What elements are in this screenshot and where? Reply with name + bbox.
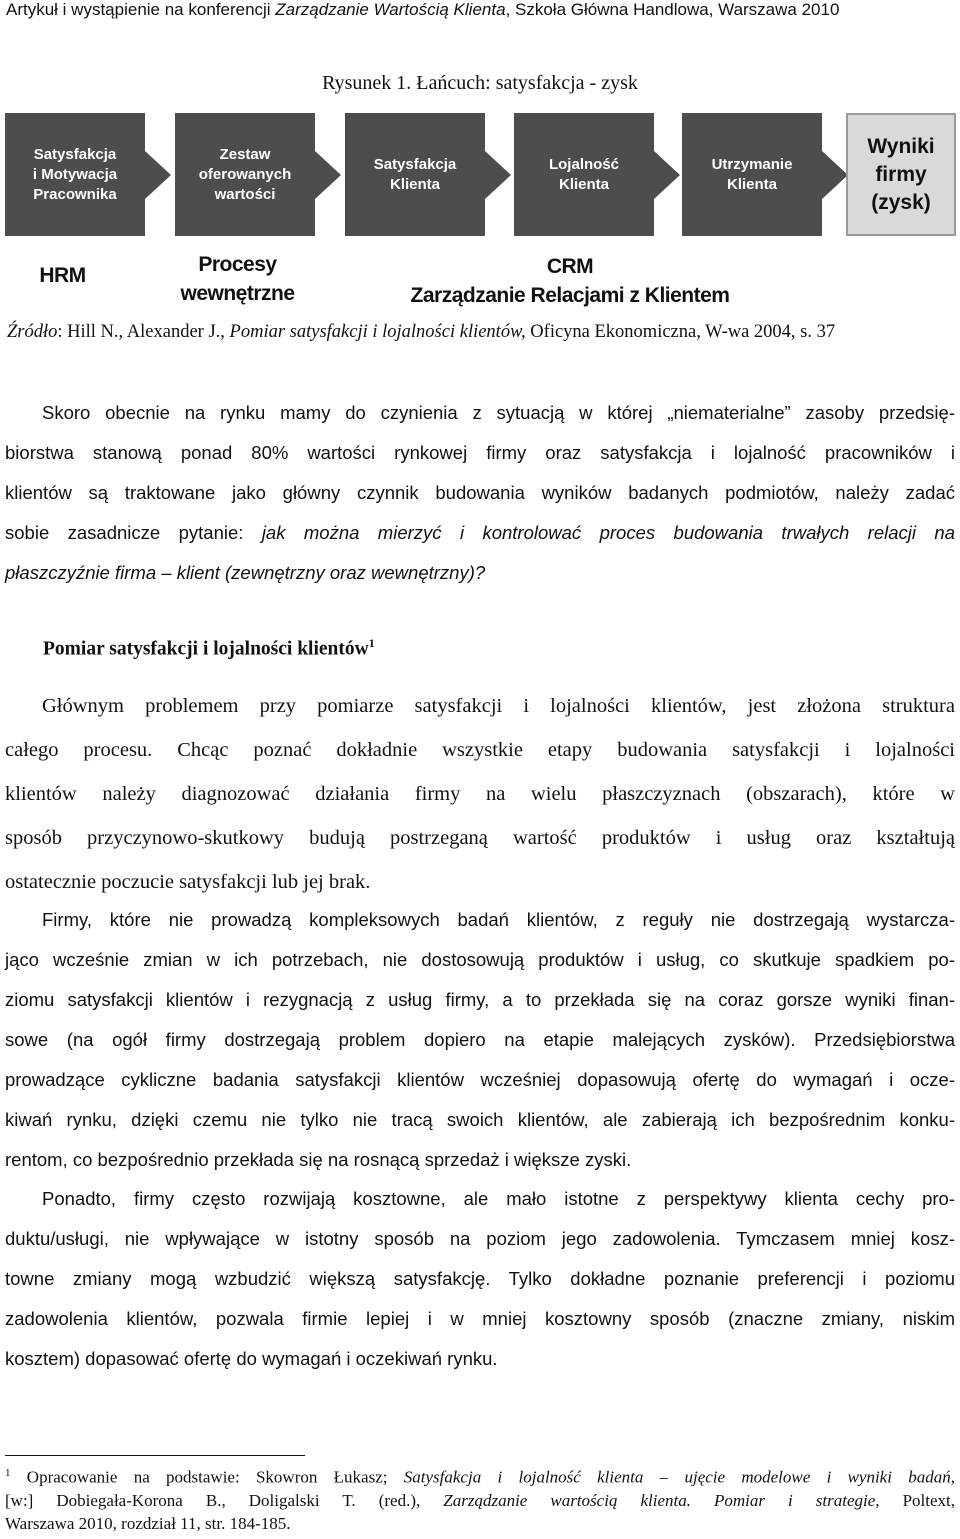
- footnote: [5, 1462, 955, 1535]
- heading-text: Pomiar satysfakcji i lojalności klientów: [43, 638, 369, 660]
- footnote-text: ,: [950, 1467, 955, 1487]
- box-line: i Motywacja: [32, 165, 118, 183]
- text-line: klientów są traktowane jako główny czynnik budowania wyników badanych podmiotów, należy zadać: [5, 482, 955, 503]
- footnote-line: [5, 1462, 955, 1489]
- footnote-title: Satysfakcja i lojalność klienta – ujęcie modelowe i wyniki badań: [403, 1467, 951, 1487]
- footnote-text: [w:] Dobiegała-Korona B., Doligalski T. (red.),: [5, 1490, 444, 1510]
- footnote-text: Opracowanie na podstawie: Skowron Łukasz;: [10, 1467, 404, 1487]
- box-employee-satisfaction: [5, 113, 145, 236]
- text-line: ziomu satysfakcji klientów i rezygnacją z usług firmy, a to przekłada się na coraz gorsze wyniki finan-: [5, 989, 955, 1010]
- box-customer-retention: [682, 113, 822, 236]
- header-conference-title: Zarządzanie Wartością Klienta: [275, 0, 506, 19]
- text-line: [5, 513, 955, 553]
- group-label-processes: [160, 250, 315, 308]
- text-line: prowadzące cykliczne badania satysfakcji klientów wcześniej dopasowują ofertę do wymagań i ocze-: [5, 1069, 955, 1090]
- box-line: Lojalność: [548, 155, 619, 173]
- question-text: płaszczyźnie firma – klient (zewnętrzny oraz wewnętrzny)?: [5, 562, 486, 583]
- box-line: oferowanych: [198, 165, 292, 183]
- figure-caption: Rysunek 1. Łańcuch: satysfakcja - zysk: [322, 72, 638, 94]
- text-line: kiwań rynku, dzięki czemu nie tylko nie tracą swoich klientów, ale zabierają ich bezpośrednim konku-: [5, 1109, 955, 1130]
- box-line: (zysk): [871, 190, 931, 214]
- footnote-title: Zarządzanie wartością klienta. Pomiar i strategie: [443, 1490, 876, 1510]
- footnote-ref: 1: [368, 636, 375, 650]
- text-line: Głównym problemem przy pomiarze satysfakcji i lojalności klientów, jest złożona struktura: [42, 695, 955, 717]
- source-publisher: Oficyna Ekonomiczna, W-wa 2004, s. 37: [525, 322, 836, 342]
- text-line: [5, 553, 955, 593]
- box-line: Klienta: [389, 175, 440, 193]
- source-title: Pomiar satysfakcji i lojalności klientów,: [229, 322, 526, 342]
- box-line: Satysfakcja: [373, 155, 457, 173]
- source-text: : Hill N., Alexander J.,: [57, 322, 230, 342]
- group-label-line: wewnętrzne: [180, 282, 295, 305]
- text-line: rentom, co bezpośrednio przekłada się na rosnącą sprzedaż i większe zyski.: [5, 1149, 632, 1170]
- text-fragment: sobie zasadnicze pytanie:: [5, 522, 262, 543]
- text-line: ostatecznie poczucie satysfakcji lub jej brak.: [5, 871, 371, 893]
- text-line: kosztem) dopasować ofertę do wymagań i oczekiwań rynku.: [5, 1348, 498, 1369]
- text-line: towne zmiany mogą wzbudzić większą satysfakcję. Tylko dokładne poznanie preferencji i poziomu: [5, 1268, 955, 1289]
- text-line: duktu/usługi, nie wpływające w istotny sposób na poziom jego zadowolenia. Tymczasem mniej kosz-: [5, 1228, 955, 1249]
- paragraph-features: [5, 1179, 955, 1379]
- header-text: Artykuł i wystąpienie na konferencji: [6, 0, 276, 19]
- question-text: jak można mierzyć i kontrolować proces budowania trwałych relacji na: [261, 522, 955, 543]
- box-customer-satisfaction: [345, 113, 485, 236]
- running-header: [6, 0, 956, 20]
- box-line: Klienta: [558, 175, 609, 193]
- box-line: Satysfakcja: [33, 145, 117, 163]
- source-label: Źródło: [7, 322, 58, 342]
- text-line: zadowolenia klientów, pozwala firmie lepiej i w mniej kosztowny sposób (znaczne zmiany, niskim: [5, 1308, 955, 1329]
- arrow-icon: [315, 151, 341, 199]
- box-line: wartości: [214, 185, 276, 203]
- box-value-offer: [175, 113, 315, 236]
- text-line: Firmy, które nie prowadzą kompleksowych badań klientów, z reguły nie dostrzegają wystarcza-: [42, 909, 955, 930]
- text-line: sowe (na ogół firmy dostrzegają problem dopiero na etapie malejących zysków). Przedsiębiorstwa: [5, 1029, 955, 1050]
- paragraph-main-problem: [5, 684, 955, 904]
- text-line: biorstwa stanową ponad 80% wartości rynkowej firmy oraz satysfakcja i lojalność pracowników i: [5, 442, 955, 463]
- figure-source: [7, 322, 835, 343]
- group-label-line: Zarządzanie Relacjami z Klientem: [410, 284, 730, 307]
- arrow-icon: [485, 151, 511, 199]
- box-line: Wyniki: [867, 134, 935, 158]
- section-heading: [43, 636, 375, 661]
- text-line: Skoro obecnie na rynku mamy do czynienia z sytuacją w której „niematerialne” zasoby przedsię-: [42, 402, 955, 423]
- group-label-line: Procesy: [198, 253, 277, 276]
- arrow-icon: [654, 151, 680, 199]
- header-venue: , Szkoła Główna Handlowa, Warszawa 2010: [505, 0, 840, 19]
- group-label-line: CRM: [546, 255, 594, 278]
- text-line: sposób przyczynowo-skutkowy budują postrzeganą wartość produktów i usług oraz kształtują: [5, 827, 955, 849]
- arrow-icon: [822, 151, 848, 199]
- box-customer-loyalty: [514, 113, 654, 236]
- box-line: firmy: [875, 162, 927, 186]
- text-line: jąco wcześnie zmian w ich potrzebach, nie dostosowują produktów i usług, co skutkuje spadkiem po-: [5, 949, 955, 970]
- box-company-results: [846, 113, 956, 236]
- footnote-number: 1: [5, 1467, 11, 1479]
- box-line: Klienta: [726, 175, 777, 193]
- text-line: klientów należy diagnozować działania firmy na wielu płaszczyznach (obszarach), które w: [5, 783, 955, 805]
- footnote-line: Warszawa 2010, rozdział 11, str. 184-185.: [5, 1513, 291, 1533]
- box-line: Utrzymanie: [711, 155, 793, 173]
- box-line: Pracownika: [33, 185, 117, 203]
- text-line: całego procesu. Chcąc poznać dokładnie wszystkie etapy budowania satysfakcji i lojalności: [5, 739, 955, 761]
- footnote-divider: [5, 1455, 305, 1456]
- paragraph-firms: [5, 900, 955, 1180]
- paragraph-intro: [5, 393, 955, 593]
- box-line: Zestaw: [219, 145, 271, 163]
- footnote-line: [5, 1489, 955, 1512]
- footnote-text: , Poltext,: [875, 1490, 955, 1510]
- group-label-crm: [370, 252, 770, 310]
- arrow-icon: [145, 151, 171, 199]
- text-line: Ponadto, firmy często rozwijają kosztowne, ale mało istotne z perspektywy klienta cechy pro-: [42, 1188, 955, 1209]
- group-label-hrm: HRM: [39, 264, 86, 287]
